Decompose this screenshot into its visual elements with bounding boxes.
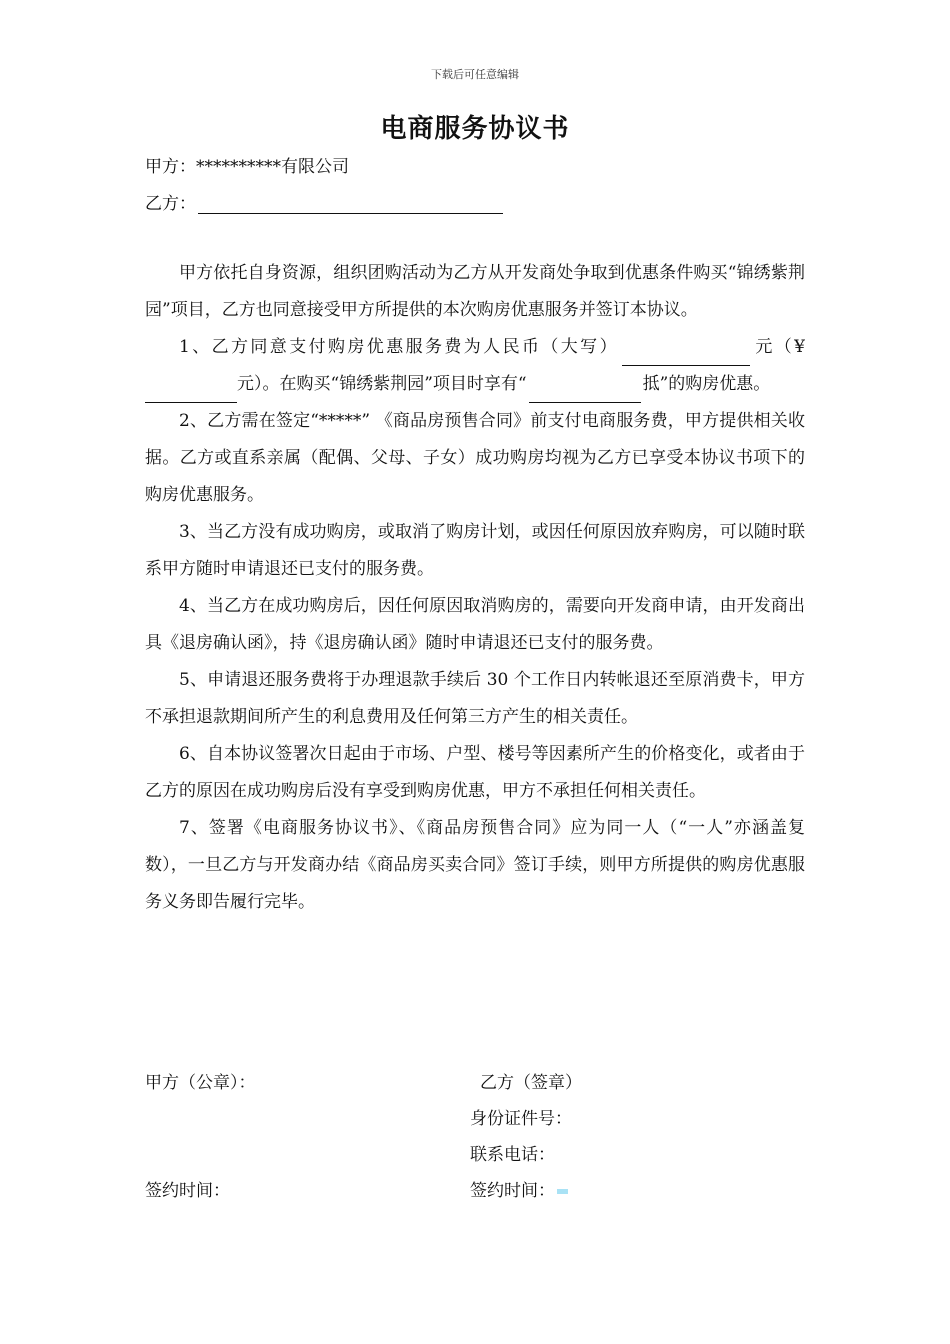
clause-2: 2、乙方需在签定“*****” 《商品房预售合同》前支付电商服务费，甲方提供相关收据。乙方或直系亲属（配偶、父母、子女）成功购房均视为乙方已享受本协议书项下的购房优惠服务。 xyxy=(145,411,805,505)
party-b-label: 乙方： xyxy=(145,194,196,214)
party-a-sign-date-label: 签约时间： xyxy=(145,1181,230,1201)
party-b-blank xyxy=(198,195,503,214)
party-b-seal-label: 乙方（签章） xyxy=(480,1073,582,1093)
clause-4: 4、当乙方在成功购房后，因任何原因取消购房的，需要向开发商申请，由开发商出具《退房确认函》，持《退房确认函》随时申请退还已支付的服务费。 xyxy=(145,596,805,653)
party-b-line xyxy=(145,189,503,214)
party-b-sign-date xyxy=(470,1176,568,1201)
discount-blank xyxy=(529,384,641,403)
clause-1-part-a: 1、乙方同意支付购房优惠服务费为人民币（大写） xyxy=(179,337,619,357)
intro-paragraph: 甲方依托自身资源，组织团购活动为乙方从开发商处争取到优惠条件购买“锦绣紫荆园”项目，乙方也同意接受甲方所提供的本次购房优惠服务并签订本协议。 xyxy=(145,263,805,320)
highlight-mark xyxy=(557,1189,568,1194)
clause-1-part-b: 元（¥ xyxy=(752,337,805,357)
party-b-sign-date-label: 签约时间： xyxy=(470,1181,555,1201)
phone-label: 联系电话： xyxy=(470,1145,555,1165)
header-note: 下载后可任意编辑 xyxy=(431,68,519,81)
clause-6: 6、自本协议签署次日起由于市场、户型、楼号等因素所产生的价格变化，或者由于乙方的原因在成功购房后没有享受到购房优惠，甲方不承担任何相关责任。 xyxy=(145,744,805,801)
clause-1-part-d: 抵”的购房优惠。 xyxy=(642,374,771,394)
party-a-seal-label: 甲方（公章）： xyxy=(145,1073,256,1093)
agreement-body xyxy=(145,255,805,921)
clause-5: 5、申请退还服务费将于办理退款手续后 30 个工作日内转帐退还至原消费卡，甲方不承担退款期间所产生的利息费用及任何第三方产生的相关责任。 xyxy=(145,670,805,727)
clause-1 xyxy=(145,329,805,403)
clause-7: 7、签署《电商服务协议书》、《商品房预售合同》应为同一人（“一人”亦涵盖复数），一旦乙方与开发商办结《商品房买卖合同》签订手续，则甲方所提供的购房优惠服务义务即告履行完毕。 xyxy=(145,818,805,912)
clause-1-part-c: 元）。在购买“锦绣紫荆园”项目时享有“ xyxy=(237,374,527,394)
amount-number-blank xyxy=(145,384,237,403)
amount-words-blank xyxy=(622,347,750,366)
document-title: 电商服务协议书 xyxy=(380,114,570,144)
clause-3: 3、当乙方没有成功购房，或取消了购房计划，或因任何原因放弃购房，可以随时联系甲方随时申请退还已支付的服务费。 xyxy=(145,522,805,579)
id-number-label: 身份证件号： xyxy=(470,1109,572,1129)
party-a-line: 甲方：**********有限公司 xyxy=(145,157,349,177)
